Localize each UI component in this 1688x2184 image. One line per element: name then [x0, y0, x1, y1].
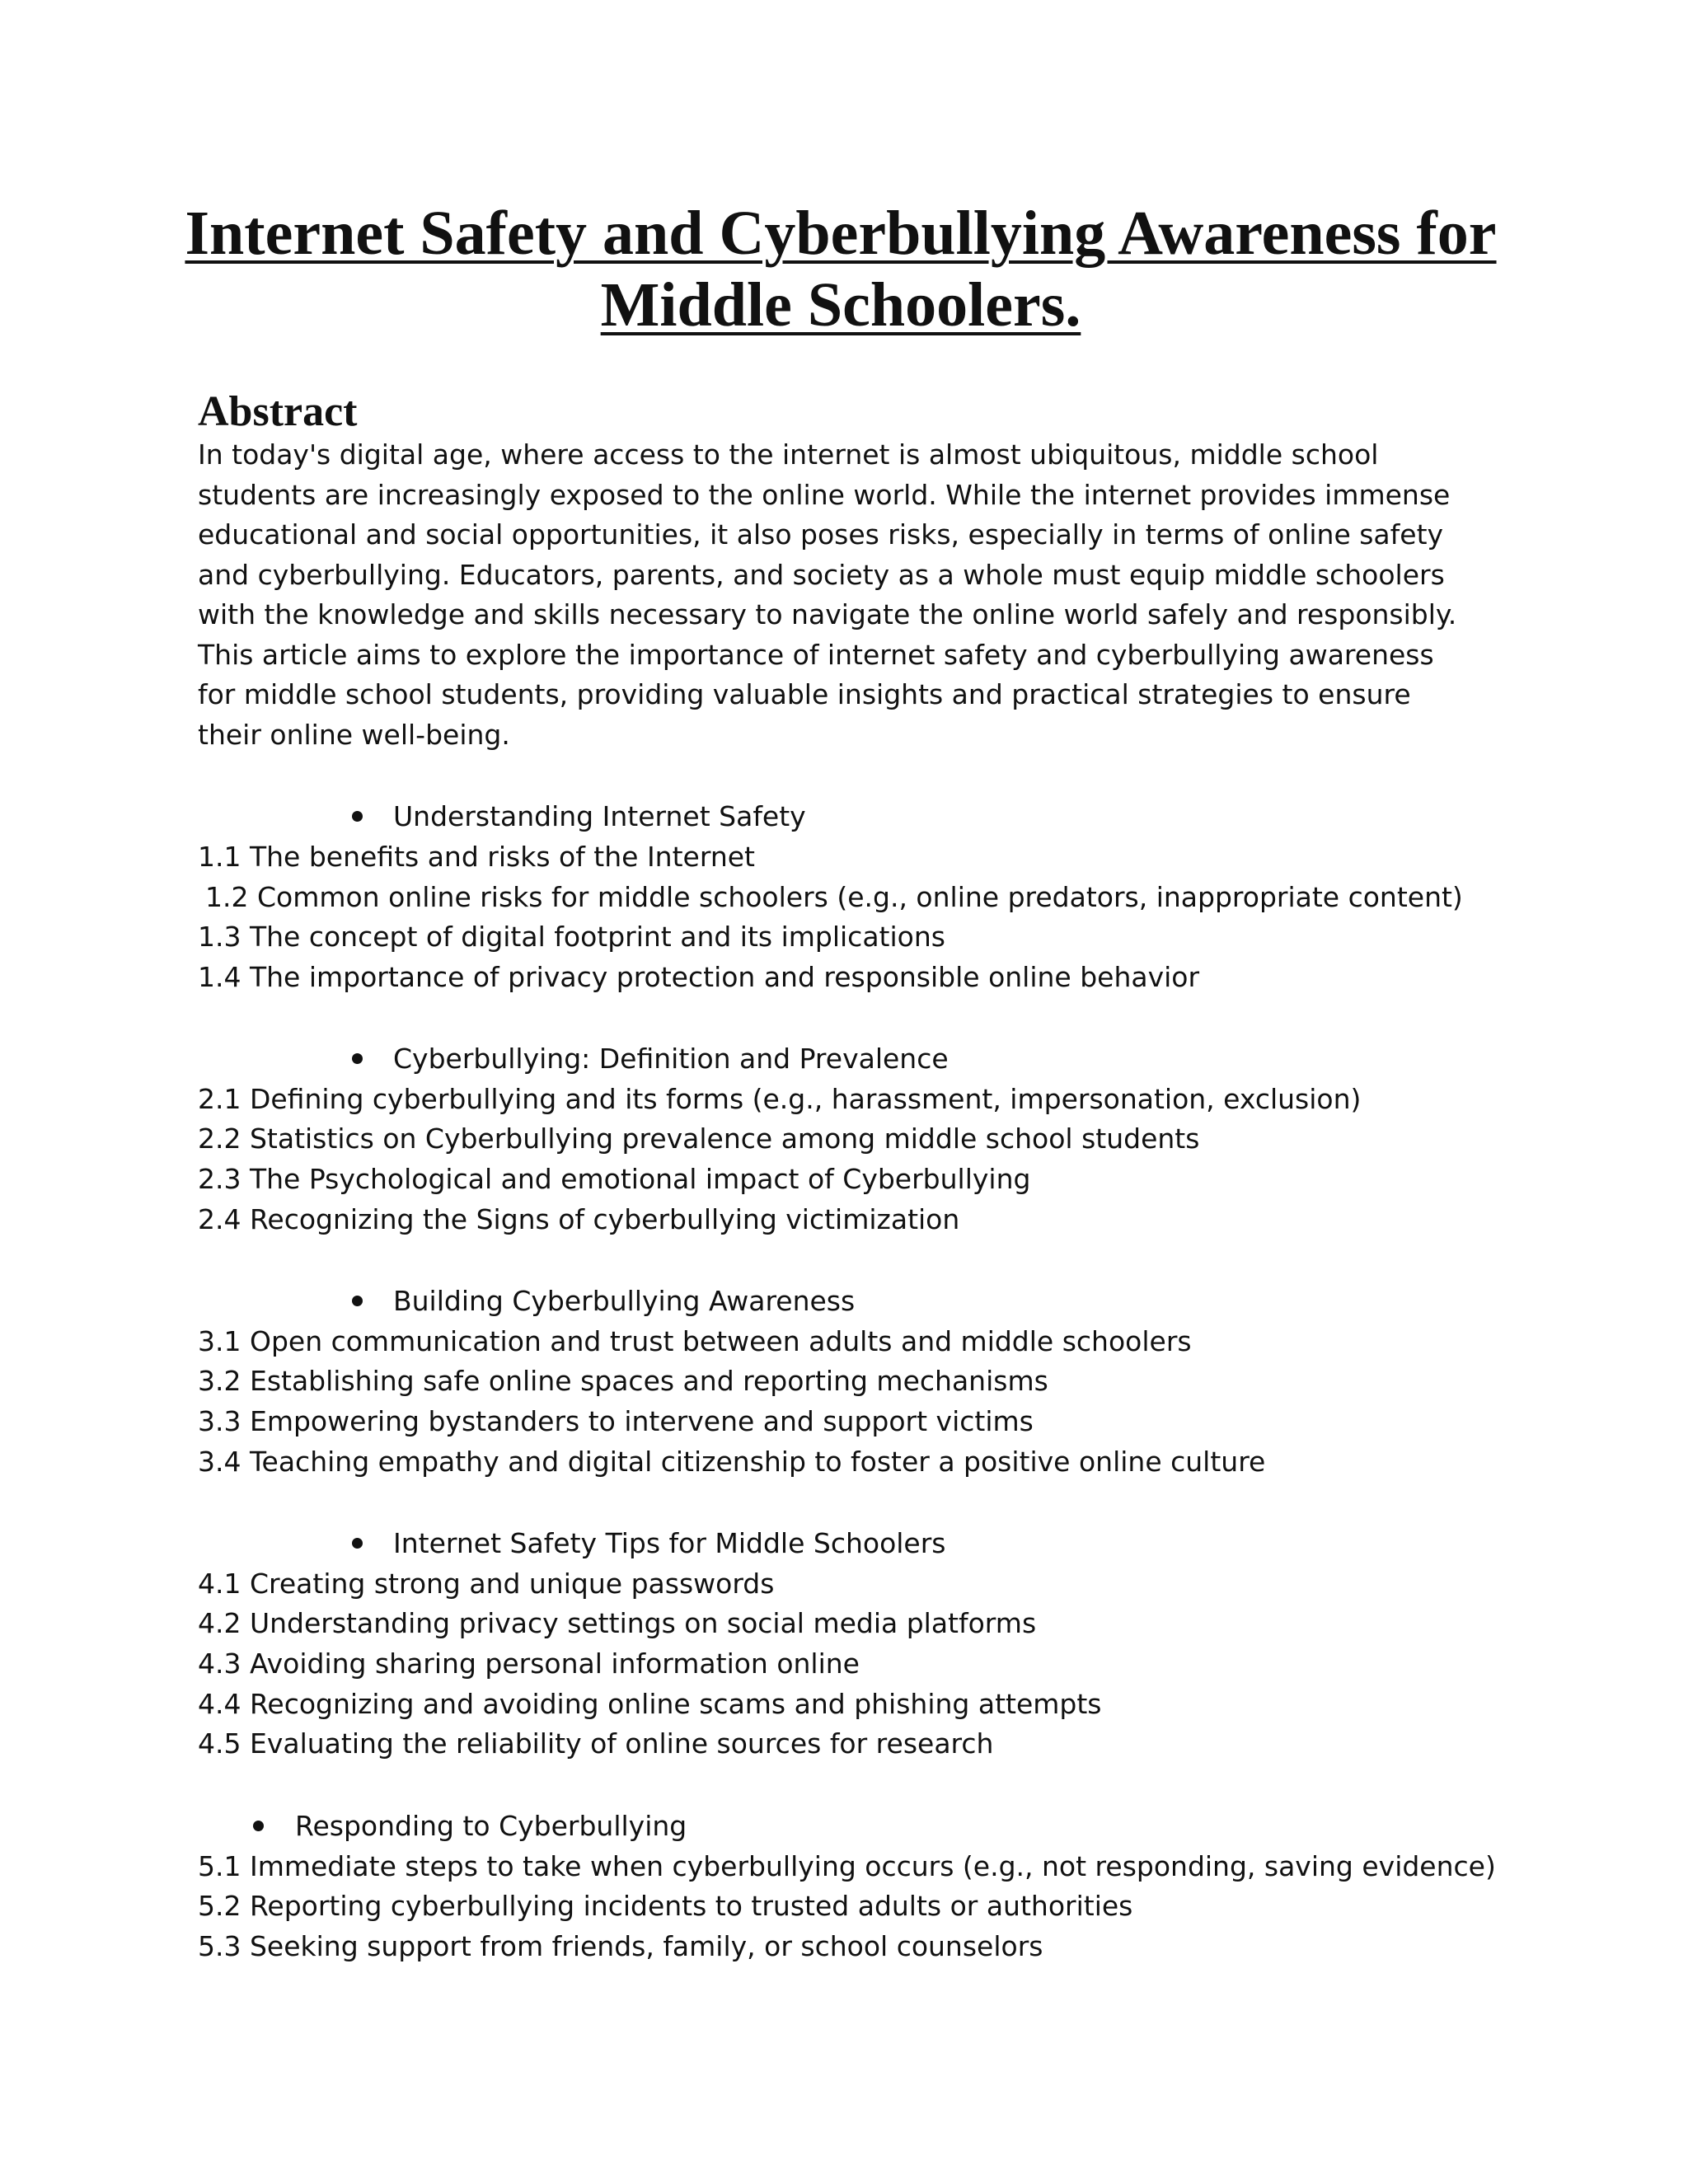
- list-item: 4.1 Creating strong and unique passwords: [198, 1568, 775, 1600]
- section-heading-text: Internet Safety Tips for Middle Schoolers: [393, 1527, 946, 1559]
- list-item: 5.2 Reporting cyberbullying incidents to trusted adults or authorities: [198, 1890, 1133, 1922]
- list-item: 5.1 Immediate steps to take when cyberbullying occurs (e.g., not responding, saving evidence): [198, 1850, 1496, 1882]
- section-heading-text: Building Cyberbullying Awareness: [393, 1285, 856, 1317]
- list-item: 3.4 Teaching empathy and digital citizenship to foster a positive online culture: [198, 1446, 1266, 1478]
- section-heading-text: Understanding Internet Safety: [393, 800, 806, 832]
- list-item: 4.2 Understanding privacy settings on social media platforms: [198, 1607, 1037, 1639]
- list-item: 3.1 Open communication and trust between adults and middle schoolers: [198, 1325, 1192, 1357]
- section-heading-text: Responding to Cyberbullying: [295, 1810, 687, 1842]
- list-item: 5.3 Seeking support from friends, family, or school counselors: [198, 1930, 1043, 1962]
- list-item: 2.3 The Psychological and emotional impact of Cyberbullying: [198, 1163, 1031, 1195]
- bullet-icon: [352, 1538, 363, 1549]
- bullet-icon: [352, 811, 363, 822]
- section-heading: [0, 1039, 1688, 1080]
- list-item: 1.3 The concept of digital footprint and its implications: [198, 921, 945, 953]
- list-item: 2.1 Defining cyberbullying and its forms (e.g., harassment, impersonation, exclusion): [198, 1083, 1362, 1115]
- list-item: 4.5 Evaluating the reliability of online sources for research: [198, 1727, 994, 1760]
- section-heading: [0, 1282, 1688, 1322]
- list-item: 2.4 Recognizing the Signs of cyberbullying victimization: [198, 1203, 960, 1235]
- section-heading: [0, 1524, 1688, 1564]
- section-heading-text: Cyberbullying: Definition and Prevalence: [393, 1043, 949, 1075]
- list-item: 1.4 The importance of privacy protection and responsible online behavior: [198, 961, 1200, 993]
- abstract-heading: Abstract: [198, 388, 358, 435]
- list-item: 4.4 Recognizing and avoiding online scams and phishing attempts: [198, 1688, 1102, 1720]
- list-item: 3.2 Establishing safe online spaces and reporting mechanisms: [198, 1365, 1048, 1397]
- abstract-text: In today's digital age, where access to the internet is almost ubiquitous, middle school students are increasingly exposed to the online world. While the internet provides immense educational and social opportunities, it also poses risks, especially in terms of online safety and cyberbullying. Educators, parents, and society as a whole must equip middle schoolers with the knowledge and skills necessary to navigate the online world safely and responsibly. This article aims to explore the importance of internet safety and cyberbullying awareness for middle school students, providing valuable insights and practical strategies to ensure their online well-being.: [198, 438, 1457, 751]
- list-item: 3.3 Empowering bystanders to intervene and support victims: [198, 1405, 1034, 1437]
- section-heading: [0, 1807, 1688, 1847]
- bullet-icon: [253, 1821, 264, 1831]
- list-item: 1.2 Common online risks for middle schoolers (e.g., online predators, inappropriate content): [205, 881, 1463, 913]
- bullet-icon: [352, 1296, 363, 1306]
- section-heading: [0, 797, 1688, 837]
- document-title: Internet Safety and Cyberbullying Awareness for Middle Schoolers.: [185, 199, 1497, 340]
- bullet-icon: [352, 1053, 363, 1064]
- list-item: 2.2 Statistics on Cyberbullying prevalence among middle school students: [198, 1122, 1200, 1155]
- list-item: 1.1 The benefits and risks of the Internet: [198, 841, 755, 873]
- list-item: 4.3 Avoiding sharing personal information online: [198, 1647, 860, 1680]
